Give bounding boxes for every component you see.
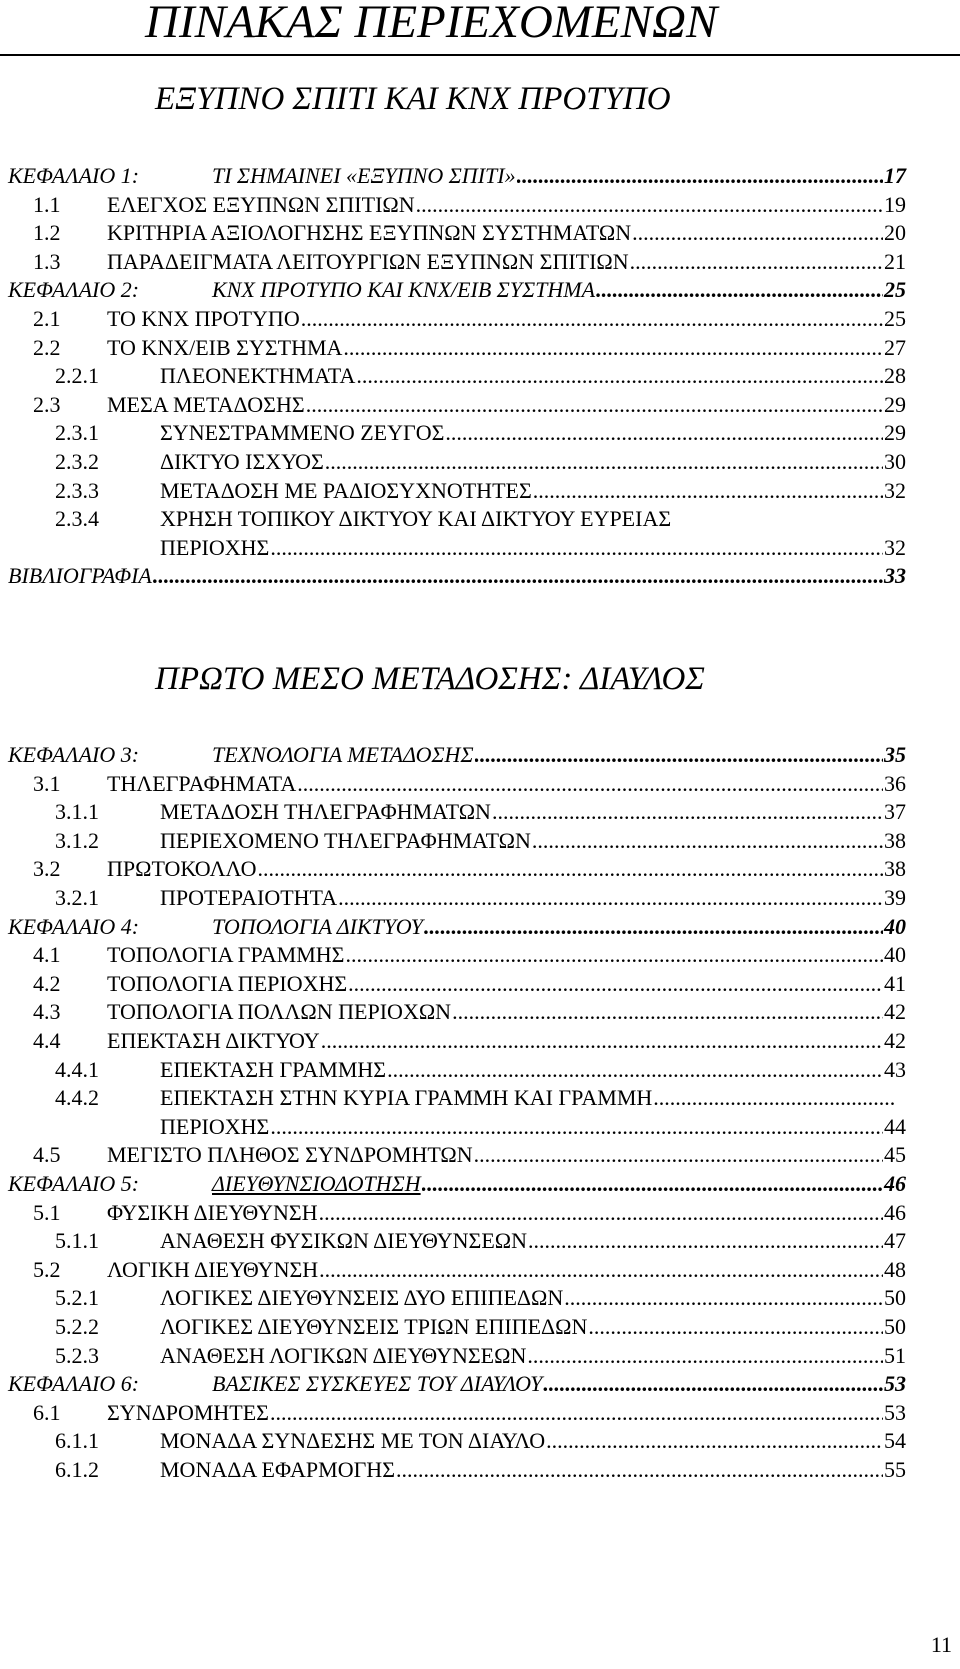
toc-entry-title: ΑΝΑΘΕΣΗ ΦΥΣΙΚΩΝ ΔΙΕΥΘΥΝΣΕΩΝ (160, 1228, 528, 1254)
toc-entry-number: 2.3.2 (55, 449, 99, 474)
toc-entry-number: ΚΕΦΑΛΑΙΟ 3: (8, 742, 140, 767)
toc-entry-page: 51 (884, 1342, 906, 1368)
toc-entry-row[interactable] (0, 1340, 960, 1372)
toc-entry-number: 4.2 (33, 970, 61, 996)
toc-chapter-row[interactable] (0, 274, 960, 306)
toc-entry-title: ΠΑΡΑΔΕΙΓΜΑΤΑ ΛΕΙΤΟΥΡΓΙΩΝ ΕΞΥΠΝΩΝ ΣΠΙΤΙΩΝ (107, 248, 629, 274)
toc-entry-number: 2.3.1 (55, 420, 99, 446)
toc-entry-number: 5.2.1 (55, 1285, 99, 1311)
toc-entry-page: 29 (884, 391, 906, 417)
toc-entry-title: ΤΗΛΕΓΡΑΦΗΜΑΤΑ (107, 770, 297, 796)
toc-entry-number: 2.2 (33, 334, 61, 360)
toc-dot-leader (416, 189, 883, 221)
toc-dot-leader (270, 1397, 883, 1429)
toc-entry-number: 4.4.2 (55, 1085, 99, 1111)
toc-entry-page: 53 (884, 1371, 906, 1397)
toc-entry-number: 3.1.2 (55, 827, 99, 853)
toc-entry-number: 3.1 (33, 770, 61, 796)
toc-entry-number: 3.2 (33, 856, 61, 882)
toc-entry-row[interactable] (0, 332, 960, 364)
toc-entry-title: ΚΝΧ ΠΡΟΤΥΠΟ ΚΑΙ ΚΝΧ/ΕΙΒ ΣΥΣΤΗΜΑ (212, 277, 596, 303)
toc-dot-leader (325, 446, 883, 478)
toc-entry-page: 38 (884, 827, 906, 853)
toc-entry-title: ΜΕΓΙΣΤΟ ΠΛΗΘΟΣ ΣΥΝΔΡΟΜΗΤΩΝ (107, 1142, 473, 1168)
toc-entry-row[interactable] (0, 1139, 960, 1171)
toc-dot-leader (345, 939, 883, 971)
toc-dot-leader (653, 1082, 895, 1114)
toc-dot-leader (533, 475, 883, 507)
toc-entry-page: 43 (884, 1056, 906, 1082)
toc-entry-row[interactable] (0, 475, 960, 507)
toc-entry-number: 5.2 (33, 1256, 61, 1282)
toc-dot-leader (321, 1025, 883, 1057)
toc-entry-title: ΒΙΒΛΙΟΓΡΑΦΙΑ (8, 563, 152, 589)
toc-dot-leader (301, 303, 883, 335)
toc-entry-row[interactable] (0, 1225, 960, 1257)
toc-entry-row[interactable] (0, 1454, 960, 1486)
toc-entry-number: 1.3 (33, 248, 61, 274)
toc-entry-page: 33 (884, 563, 906, 589)
toc-entry-row[interactable] (0, 939, 960, 971)
toc-entry-page: 54 (884, 1428, 906, 1454)
toc-entry-page: 29 (884, 420, 906, 446)
toc-dot-leader (588, 1311, 883, 1343)
toc-entry-row[interactable] (0, 1282, 960, 1314)
toc-entry-number: 2.2.1 (55, 363, 99, 389)
toc-entry-title: ΜΕΣΑ ΜΕΤΑΔΟΣΗΣ (107, 391, 305, 417)
toc-entry-title: ΜΟΝΑΔΑ ΕΦΑΡΜΟΓΗΣ (160, 1457, 395, 1482)
toc-dot-leader (319, 1254, 883, 1286)
toc-entry-row[interactable] (0, 968, 960, 1000)
toc-entry-number: ΚΕΦΑΛΑΙΟ 4: (8, 913, 140, 939)
toc-entry-row[interactable] (0, 1397, 960, 1429)
toc-entry-title: ΜΕΤΑΔΟΣΗ ΤΗΛΕΓΡΑΦΗΜΑΤΩΝ (160, 799, 491, 825)
toc-entry-row[interactable] (0, 360, 960, 392)
toc-dot-leader (543, 1368, 883, 1400)
toc-entry-title: ΔΙΕΥΘΥΝΣΙΟΔΟΤΗΣΗ (212, 1171, 421, 1196)
toc-entry-page: 39 (884, 885, 906, 910)
toc-entry-page: 45 (884, 1142, 906, 1168)
toc-dot-leader (270, 532, 883, 564)
toc-entry-number: 2.3 (33, 391, 61, 417)
toc-entry-page: 30 (884, 449, 906, 474)
toc-entry-page: 46 (884, 1199, 906, 1225)
toc-entry-page: 25 (884, 277, 906, 303)
toc-entry-title: ΣΥΝΔΡΟΜΗΤΕΣ (107, 1399, 269, 1425)
toc-entry-page: 41 (884, 970, 906, 996)
toc-dot-leader (396, 1454, 883, 1486)
toc-dot-leader (343, 332, 883, 364)
toc-entry-page: 20 (884, 220, 906, 246)
toc-entry-number: ΚΕΦΑΛΑΙΟ 6: (8, 1371, 140, 1397)
toc-entry-page: 42 (884, 1028, 906, 1053)
toc-entry-page: 53 (884, 1399, 906, 1425)
toc-entry-title: ΜΕΤΑΔΟΣΗ ΜΕ ΡΑΔΙΟΣΥΧΝΟΤΗΤΕΣ (160, 477, 532, 503)
toc-entry-number: 1.2 (33, 220, 61, 246)
toc-entry-number: ΚΕΦΑΛΑΙΟ 1: (8, 163, 140, 188)
toc-entry-title: ΤΙ ΣΗΜΑΙΝΕΙ «ΕΞΥΠΝΟ ΣΠΙΤΙ» (212, 163, 516, 188)
toc-entry-page: 19 (884, 191, 906, 217)
toc-entry-page: 40 (884, 942, 906, 968)
toc-chapter-row[interactable] (0, 739, 960, 771)
toc-entry-page: 44 (884, 1113, 906, 1139)
toc-dot-leader (338, 882, 883, 914)
toc-dot-leader (348, 968, 883, 1000)
toc-entry-row[interactable] (0, 768, 960, 800)
toc-entry-title: ΑΝΑΘΕΣΗ ΛΟΓΙΚΩΝ ΔΙΕΥΘΥΝΣΕΩΝ (160, 1342, 527, 1368)
toc-entry-row[interactable] (0, 1025, 960, 1057)
toc-entry-page: 36 (884, 770, 906, 796)
toc-entry-number: 5.2.2 (55, 1314, 99, 1339)
part-heading-2: ΠΡΩΤΟ ΜΕΣΟ ΜΕΤΑΔΟΣΗΣ: ΔΙΑΥΛΟΣ (155, 661, 705, 697)
toc-entry-number: 3.1.1 (55, 799, 99, 825)
toc-entry-page: 38 (884, 856, 906, 882)
toc-entry-number: 3.2.1 (55, 885, 99, 910)
toc-dot-leader (630, 246, 883, 278)
toc-entry-number: 2.3.4 (55, 506, 99, 532)
toc-entry-title: ΠΡΟΤΕΡΑΙΟΤΗΤΑ (160, 885, 338, 910)
toc-entry-row[interactable] (0, 1054, 960, 1086)
toc-entry-number: 5.2.3 (55, 1342, 99, 1368)
toc-entry-title: ΠΕΡΙΟΧΗΣ (160, 534, 270, 560)
toc-dot-leader (306, 389, 883, 421)
toc-entry-title: ΠΕΡΙΟΧΗΣ (160, 1113, 270, 1139)
toc-dot-leader (153, 560, 883, 592)
toc-entry-title: ΠΛΕΟΝΕΚΤΗΜΑΤΑ (160, 363, 356, 389)
toc-entry-title: ΤΕΧΝΟΛΟΓΙΑ ΜΕΤΑΔΟΣΗΣ (212, 742, 474, 767)
toc-entry-row[interactable] (0, 1082, 960, 1114)
toc-dot-leader (532, 825, 883, 857)
toc-entry-number: 4.3 (33, 999, 61, 1025)
toc-entry-row[interactable] (0, 1425, 960, 1457)
toc-entry-page: 17 (884, 163, 906, 188)
toc-entry-title: ΕΠΕΚΤΑΣΗ ΓΡΑΜΜΗΣ (160, 1056, 387, 1082)
toc-entry-row[interactable] (0, 189, 960, 221)
toc-entry-number: ΚΕΦΑΛΑΙΟ 2: (8, 277, 140, 303)
toc-dot-leader (492, 796, 883, 828)
toc-entry-number: 1.1 (33, 191, 61, 217)
toc-entry-page: 40 (884, 913, 906, 939)
toc-entry-page: 50 (884, 1314, 906, 1339)
toc-dot-leader (270, 1111, 883, 1143)
toc-entry-page: 55 (884, 1457, 906, 1482)
toc-dot-leader (546, 1425, 883, 1457)
toc-entry-page: 46 (884, 1171, 906, 1196)
toc-dot-leader (387, 1054, 883, 1086)
toc-entry-title: ΜΟΝΑΔΑ ΣΥΝΔΕΣΗΣ ΜΕ ΤΟΝ ΔΙΑΥΛΟ (160, 1428, 546, 1454)
toc-entry-row[interactable] (0, 217, 960, 249)
toc-entry-row[interactable] (0, 882, 960, 914)
toc-entry-title: ΣΥΝΕΣΤΡΑΜΜΕΝΟ ΖΕΥΓΟΣ (160, 420, 445, 446)
toc-entry-title: ΠΡΩΤΟΚΟΛΛΟ (107, 856, 257, 882)
page-number: 11 (930, 1632, 952, 1657)
toc-entry-title: ΤΟΠΟΛΟΓΙΑ ΓΡΑΜΜΗΣ (107, 942, 345, 968)
toc-entry-title: ΤΟΠΟΛΟΓΙΑ ΔΙΚΤΥΟΥ (212, 913, 423, 939)
toc-entry-title: ΒΑΣΙΚΕΣ ΣΥΣΚΕΥΕΣ ΤΟΥ ΔΙΑΥΛΟΥ (212, 1371, 543, 1397)
toc-entry-title: ΛΟΓΙΚΗ ΔΙΕΥΘΥΝΣΗ (107, 1256, 319, 1282)
toc-entry-row[interactable] (0, 1254, 960, 1286)
toc-entry-title: ΛΟΓΙΚΕΣ ΔΙΕΥΘΥΝΣΕΙΣ ΔΥΟ ΕΠΙΠΕΔΩΝ (160, 1285, 564, 1311)
toc-entry-title: ΦΥΣΙΚΗ ΔΙΕΥΘΥΝΣΗ (107, 1199, 318, 1225)
toc-entry-row[interactable] (0, 389, 960, 421)
toc-dot-leader (517, 160, 883, 192)
part-heading-1: ΕΞΥΠΝΟ ΣΠΙΤΙ ΚΑΙ ΚΝΧ ΠΡΟΤΥΠΟ (155, 81, 671, 117)
toc-dot-leader (474, 1139, 883, 1171)
title-divider (0, 54, 960, 56)
toc-entry-number: 6.1.1 (55, 1428, 99, 1454)
toc-chapter-row[interactable] (0, 911, 960, 943)
toc-entry-title: ΚΡΙΤΗΡΙΑ ΑΞΙΟΛΟΓΗΣΗΣ ΕΞΥΠΝΩΝ ΣΥΣΤΗΜΑΤΩΝ (107, 220, 632, 246)
page-title: ΠΙΝΑΚΑΣ ΠΕΡΙΕΧΟΜΕΝΩΝ (145, 0, 718, 48)
toc-chapter-row[interactable] (0, 160, 960, 192)
toc-dot-leader (445, 417, 883, 449)
toc-entry-page: 25 (884, 306, 906, 331)
toc-entry-page: 21 (884, 248, 906, 274)
toc-entry-page: 42 (884, 999, 906, 1025)
toc-dot-leader (452, 996, 883, 1028)
toc-entry-row[interactable] (0, 1111, 960, 1143)
toc-entry-title: ΕΠΕΚΤΑΣΗ ΔΙΚΤΥΟΥ (107, 1028, 320, 1053)
toc-entry-page: 35 (884, 742, 906, 767)
toc-entry-page: 32 (884, 534, 906, 560)
toc-entry-title: ΧΡΗΣΗ ΤΟΠΙΚΟΥ ΔΙΚΤΥΟΥ ΚΑΙ ΔΙΚΤΥΟΥ ΕΥΡΕΙΑΣ (160, 506, 672, 532)
toc-entry-page: 48 (884, 1256, 906, 1282)
toc-entry-row[interactable] (0, 1311, 960, 1343)
toc-entry-row[interactable] (0, 560, 960, 592)
toc-entry-number: 4.4 (33, 1028, 61, 1053)
toc-entry-title: ΤΟΠΟΛΟΓΙΑ ΠΟΛΛΩΝ ΠΕΡΙΟΧΩΝ (107, 999, 452, 1025)
toc-entry-title: ΛΟΓΙΚΕΣ ΔΙΕΥΘΥΝΣΕΙΣ ΤΡΙΩΝ ΕΠΙΠΕΔΩΝ (160, 1314, 588, 1339)
toc-dot-leader (424, 911, 883, 943)
toc-dot-leader (528, 1225, 883, 1257)
toc-entry-row[interactable] (0, 446, 960, 478)
toc-dot-leader (475, 739, 883, 771)
toc-entry-page: 37 (884, 799, 906, 825)
toc-entry-row[interactable] (0, 417, 960, 449)
toc-entry-row[interactable] (0, 796, 960, 828)
toc-entry-row[interactable] (0, 503, 960, 535)
toc-chapter-row[interactable] (0, 1168, 960, 1200)
toc-entry-page: 27 (884, 334, 906, 360)
toc-entry-title: ΕΠΕΚΤΑΣΗ ΣΤΗΝ ΚΥΡΙΑ ΓΡΑΜΜΗ ΚΑΙ ΓΡΑΜΜΗ (160, 1085, 653, 1111)
toc-dot-leader (564, 1282, 883, 1314)
toc-entry-page: 28 (884, 363, 906, 389)
toc-dot-leader (258, 853, 884, 885)
toc-entry-number: 2.3.3 (55, 477, 99, 503)
toc-entry-number: 4.1 (33, 942, 61, 968)
toc-entry-number: 6.1.2 (55, 1457, 99, 1482)
toc-dot-leader (632, 217, 883, 249)
toc-entry-title: ΤΟ ΚΝΧ/ΕΙΒ ΣΥΣΤΗΜΑ (107, 334, 343, 360)
toc-entry-row[interactable] (0, 1197, 960, 1229)
toc-entry-page: 32 (884, 477, 906, 503)
toc-entry-row[interactable] (0, 303, 960, 335)
toc-entry-row[interactable] (0, 996, 960, 1028)
toc-dot-leader (356, 360, 883, 392)
toc-entry-row[interactable] (0, 246, 960, 278)
toc-dot-leader (422, 1168, 883, 1200)
toc-entry-number: 2.1 (33, 306, 61, 331)
toc-entry-title: ΔΙΚΤΥΟ ΙΣΧΥΟΣ (160, 449, 324, 474)
toc-entry-number: 5.1 (33, 1199, 61, 1225)
toc-dot-leader (297, 768, 883, 800)
toc-entry-number: 4.4.1 (55, 1056, 99, 1082)
toc-entry-page: 50 (884, 1285, 906, 1311)
toc-entry-row[interactable] (0, 853, 960, 885)
toc-entry-title: ΤΟ ΚΝΧ ΠΡΟΤΥΠΟ (107, 306, 300, 331)
toc-entry-title: ΠΕΡΙΕΧΟΜΕΝΟ ΤΗΛΕΓΡΑΦΗΜΑΤΩΝ (160, 827, 531, 853)
toc-entry-number: 6.1 (33, 1399, 61, 1425)
toc-entry-row[interactable] (0, 532, 960, 564)
toc-entry-number: ΚΕΦΑΛΑΙΟ 5: (8, 1171, 140, 1196)
toc-chapter-row[interactable] (0, 1368, 960, 1400)
toc-entry-title: ΕΛΕΓΧΟΣ ΕΞΥΠΝΩΝ ΣΠΙΤΙΩΝ (107, 191, 415, 217)
toc-entry-page: 47 (884, 1228, 906, 1254)
toc-dot-leader (319, 1197, 883, 1229)
toc-entry-row[interactable] (0, 825, 960, 857)
toc-entry-number: 5.1.1 (55, 1228, 99, 1254)
toc-dot-leader (596, 274, 883, 306)
toc-entry-title: ΤΟΠΟΛΟΓΙΑ ΠΕΡΙΟΧΗΣ (107, 970, 348, 996)
toc-entry-number: 4.5 (33, 1142, 61, 1168)
toc-dot-leader (527, 1340, 883, 1372)
